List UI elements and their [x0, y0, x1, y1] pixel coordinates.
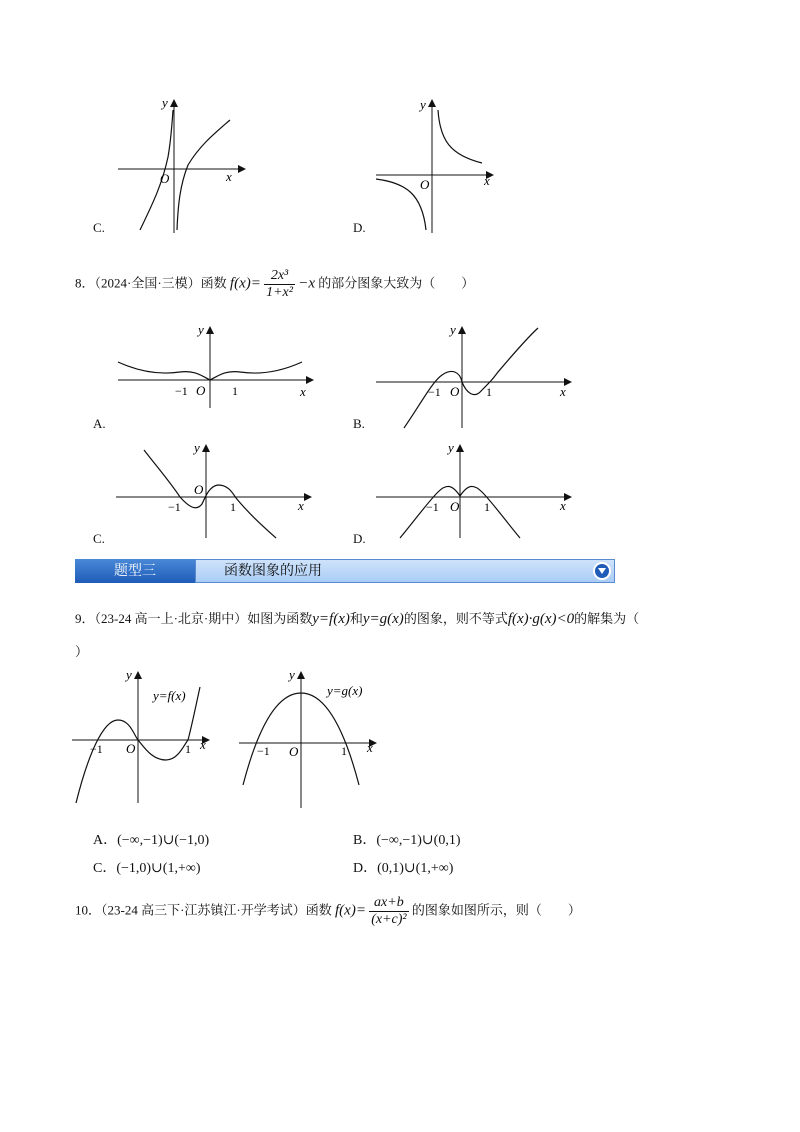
- q7d-x-label: x: [484, 173, 490, 188]
- q9f-one-label: 1: [185, 742, 191, 756]
- q9-graph-g: [235, 665, 385, 810]
- q8-denominator: 1+x²: [266, 285, 293, 300]
- q9-line1-b: 的图象，则不等式: [403, 611, 508, 626]
- q9-y-eq-g: y=g(x): [362, 611, 404, 627]
- q9-option-d: D．(0,1)∪(1,+∞): [353, 861, 454, 876]
- q9-graph-f: [68, 665, 218, 805]
- q7-graph-c: [110, 95, 250, 235]
- q8a-y-label: y: [198, 322, 204, 337]
- q7c-y-label: y: [162, 95, 168, 110]
- q9g-origin-label: O: [289, 744, 299, 759]
- q10-numerator: ax+b: [369, 895, 408, 912]
- q8d-y-label: y: [448, 440, 454, 455]
- q10-suffix: 的图象如图所示，则（ ）: [411, 902, 581, 918]
- q7c-origin-label: O: [160, 171, 170, 186]
- q8a-neg1-label: −1: [175, 384, 188, 398]
- q9g-y-label: y: [289, 667, 295, 682]
- q8-prefix: 8．（2024·全国·三模）函数: [75, 275, 227, 291]
- q9g-x-label: x: [367, 740, 373, 755]
- chevron-down-icon: [593, 562, 611, 580]
- q7-option-d-label: D.: [353, 220, 366, 235]
- q8-suffix: 的部分图象大致为（ ）: [318, 275, 475, 291]
- q8-option-c-label: C.: [93, 531, 105, 546]
- q8-option-b-label: B.: [353, 416, 365, 431]
- q8d-neg1-label: −1: [426, 500, 439, 514]
- q8a-one-label: 1: [232, 384, 238, 398]
- q8-graph-d: [370, 440, 580, 540]
- q9-option-a: A．(−∞,−1)∪(−1,0): [93, 833, 210, 848]
- q8d-origin-label: O: [450, 499, 460, 514]
- q9g-one-label: 1: [341, 744, 347, 758]
- q8-graph-b: [370, 320, 580, 430]
- q8b-origin-label: O: [450, 384, 460, 399]
- q9-option-b: B．(−∞,−1)∪(0,1): [353, 833, 461, 848]
- q8b-y-label: y: [450, 322, 456, 337]
- q9f-origin-label: O: [126, 741, 136, 756]
- q7d-y-label: y: [420, 97, 426, 112]
- q8d-x-label: x: [560, 498, 566, 513]
- q8c-x-label: x: [298, 498, 304, 513]
- q8c-neg1-label: −1: [168, 500, 181, 514]
- q9f-curve-label: y=f(x): [153, 688, 186, 703]
- section-banner-title: 函数图象的应用: [195, 559, 615, 583]
- q9-line1-c: 的解集为（: [574, 611, 640, 626]
- q8-fraction: [264, 268, 295, 301]
- q9-stem: [75, 611, 639, 627]
- q10-denominator: (x+c)²: [371, 912, 407, 927]
- q8-graph-a: [110, 320, 320, 410]
- q7c-x-label: x: [226, 169, 232, 184]
- q9f-y-label: y: [126, 667, 132, 682]
- q9-line1-a: 9．（23-24 高一上·北京·期中）如图为函数: [75, 611, 313, 626]
- q8-fx: f(x)=: [229, 275, 261, 292]
- q9-line2: ）: [75, 644, 89, 659]
- q9-option-c: C．(−1,0)∪(1,+∞): [93, 861, 201, 876]
- q8c-y-label: y: [194, 440, 200, 455]
- q9f-neg1-label: −1: [90, 742, 103, 756]
- q8b-x-label: x: [560, 384, 566, 399]
- q7-option-c-label: C.: [93, 220, 105, 235]
- q8d-one-label: 1: [484, 500, 490, 514]
- q8c-one-label: 1: [230, 500, 236, 514]
- q9g-curve-label: y=g(x): [327, 683, 363, 698]
- q10-fraction: [369, 895, 408, 928]
- q9-y-eq-f: y=f(x): [312, 611, 350, 627]
- q8a-origin-label: O: [196, 383, 206, 398]
- q8-minus-x: −x: [298, 275, 315, 292]
- q10-prefix: 10．（23-24 高三下·江苏镇江·开学考试）函数: [75, 902, 332, 918]
- q9f-x-label: x: [200, 737, 206, 752]
- q7d-origin-label: O: [420, 177, 430, 192]
- q8-option-d-label: D.: [353, 531, 366, 546]
- q8a-x-label: x: [300, 384, 306, 399]
- q9-and: 和: [349, 611, 363, 626]
- q8-graph-c: [110, 440, 320, 540]
- q8-numerator: 2x³: [264, 268, 295, 285]
- q8-option-a-label: A.: [93, 416, 106, 431]
- q9-inequality: f(x)·g(x)<0: [507, 611, 575, 627]
- q9g-neg1-label: −1: [257, 744, 270, 758]
- q10-fx: f(x)=: [335, 902, 366, 919]
- q8b-one-label: 1: [486, 385, 492, 399]
- q8c-origin-label: O: [194, 482, 204, 497]
- q8-stem: [75, 268, 474, 301]
- q7-graph-d: [370, 95, 500, 235]
- section-banner-tag: 题型三: [75, 559, 195, 583]
- q10-stem: [75, 895, 581, 928]
- q8b-neg1-label: −1: [428, 385, 441, 399]
